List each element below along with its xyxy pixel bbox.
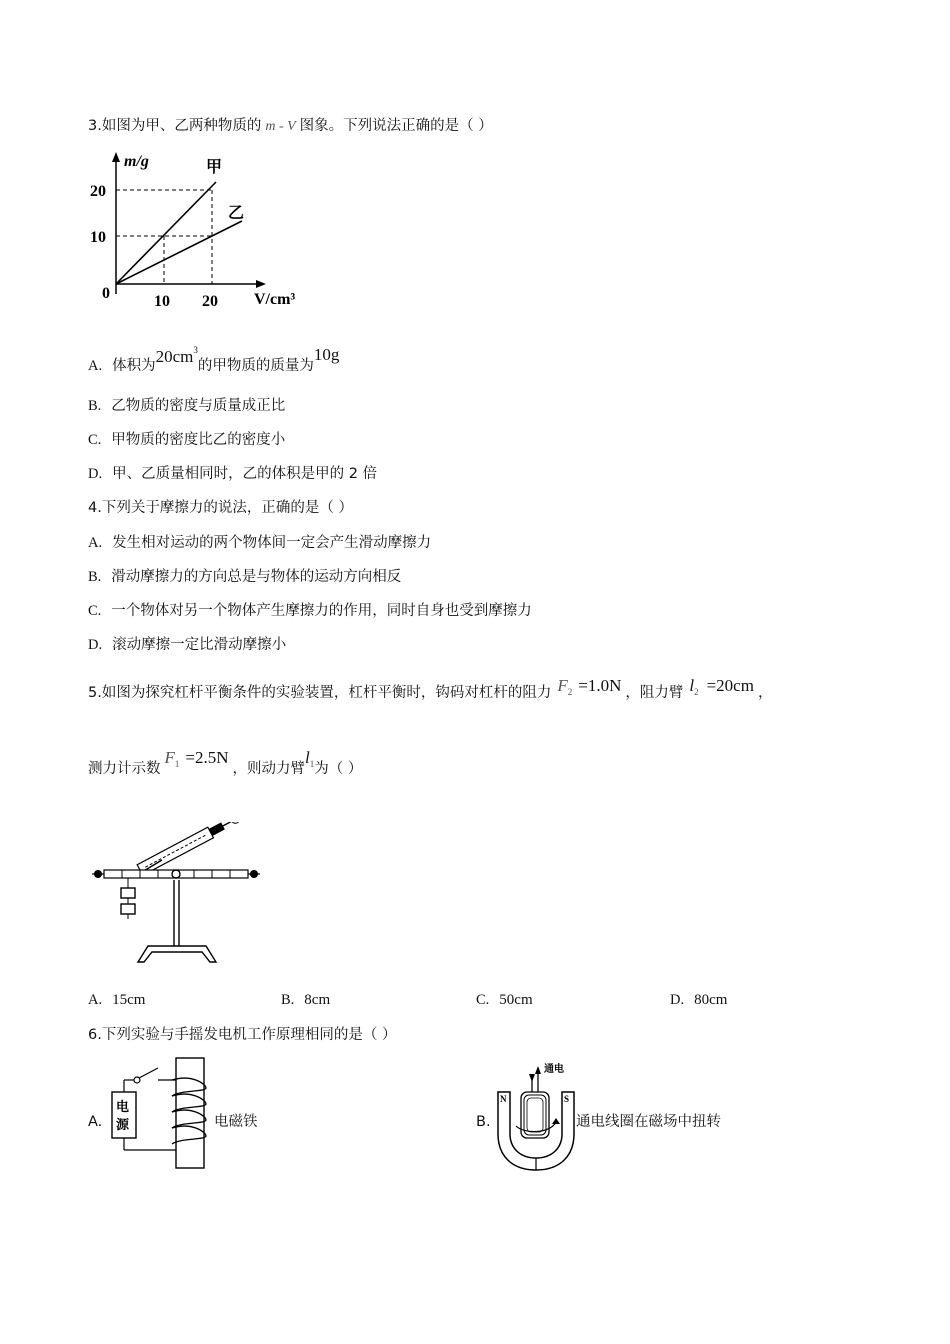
q5-reading-label: 测力计示数 [88,761,161,777]
q3-option-a-mid: 的甲物质的质量为 [197,358,314,374]
q5-f1-subscript: 1 [174,759,180,769]
q5-option-c-letter: C. [476,992,490,1008]
q3-stem-suffix: 图象。下列说法正确的是（ ） [299,118,493,134]
q5-effort-arm-label: ，则动力臂 [232,761,306,777]
q5-stem-line1 [88,676,773,708]
q4-option-c [88,601,532,621]
q5-l2-symbol: l [689,676,695,695]
q3-option-c [88,430,285,450]
q3-xtick-10: 10 [154,293,170,310]
q6-north-pole: N [500,1094,507,1104]
q3-series-yi-label: 乙 [228,203,245,222]
q5-f2-subscript: 2 [567,687,573,697]
q5-option-a-text: 15cm [112,992,146,1008]
q4-option-b-letter: B. [88,569,102,585]
q6-option-b-caption: 通电线圈在磁场中扭转 [576,1114,721,1130]
q5-option-a-letter: A. [88,992,103,1008]
q3-option-a-exponent: 3 [193,345,198,355]
q5-l1-symbol: l [305,748,310,767]
q3-option-b-letter: B. [88,398,102,414]
q5-option-c [476,990,533,1010]
q3-stem [88,116,493,137]
q3-option-b-text: 乙物质的密度与质量成正比 [111,398,286,414]
q5-f1-value: =2.5N [185,748,229,767]
q6-electromagnet-diagram [106,1056,216,1172]
q5-f2-value: =1.0N [578,676,622,695]
q5-stem-line2 [88,748,363,784]
q5-option-b-letter: B. [281,992,295,1008]
q6-option-a-caption: 电磁铁 [214,1114,258,1130]
q5-l1-subscript: 1 [309,759,315,769]
q5-l2-subscript: 2 [694,687,699,697]
q6-south-pole: S [564,1094,570,1104]
q3-stem-math: m - V [265,119,296,134]
q5-option-d-letter: D. [670,992,685,1008]
q6-rotating-coil-diagram [494,1056,580,1174]
q3-option-d [88,464,377,484]
q5-lever-apparatus [88,822,268,972]
q3-option-b [88,396,285,416]
q3-option-c-text: 甲物质的密度比乙的密度小 [111,432,286,448]
q5-resistance-arm-label: ，阻力臂 [625,685,684,701]
q6-option-a-letter: A. [88,1114,103,1130]
q3-option-d-letter: D. [88,466,103,482]
q3-series-jia-label: 甲 [206,157,223,176]
q4-stem: 4.下列关于摩擦力的说法，正确的是（ ） [88,500,353,516]
q5-option-b [281,990,330,1010]
q3-ytick-10: 10 [90,229,106,246]
q6-source-char-2: 源 [116,1118,130,1133]
q3-y-axis-label: m/g [124,153,149,170]
q4-option-b [88,567,401,587]
q4-option-a-letter: A. [88,535,103,551]
q3-mass-volume-chart [88,148,318,313]
q6-option-b-letter: B. [476,1114,491,1130]
q3-series-yi-line [116,221,242,284]
q3-ytick-20: 20 [90,183,106,200]
q3-stem-prefix: 3.如图为甲、乙两种物质的 [88,118,262,134]
q3-option-a-letter: A. [88,358,103,374]
q3-option-a-volume: 20cm [155,347,194,366]
q3-option-a-pre: 体积为 [112,358,156,374]
q5-option-b-text: 8cm [304,992,331,1008]
q4-option-a [88,533,431,553]
q5-stem-end: 为（ ） [314,761,363,777]
q3-x-axis-label: V/cm³ [254,291,296,308]
q5-option-d-text: 80cm [694,992,728,1008]
q5-f2-symbol: F [557,676,568,695]
q4-option-d-letter: D. [88,637,103,653]
q6-stem: 6.下列实验与手摇发电机工作原理相同的是（ ） [88,1027,397,1043]
q4-option-d-text: 滚动摩擦一定比滑动摩擦小 [112,637,287,653]
q3-option-a [88,345,340,376]
q3-option-c-letter: C. [88,432,102,448]
q5-comma: ， [757,685,773,701]
q4-option-b-text: 滑动摩擦力的方向总是与物体的运动方向相反 [111,569,402,585]
q3-origin: 0 [102,285,110,302]
q6-source-char-1: 电 [116,1100,130,1115]
q5-option-a [88,990,145,1010]
q4-option-a-text: 发生相对运动的两个物体间一定会产生滑动摩擦力 [112,535,432,551]
q3-option-d-text: 甲、乙质量相同时，乙的体积是甲的 2 倍 [112,466,378,482]
q4-option-c-text: 一个物体对另一个物体产生摩擦力的作用，同时自身也受到摩擦力 [111,603,532,619]
q5-stem-text: 5.如图为探究杠杆平衡条件的实验装置，杠杆平衡时，钩码对杠杆的阻力 [88,685,552,701]
q4-option-d [88,635,286,655]
q3-option-a-mass: 10g [313,345,340,364]
q5-option-c-text: 50cm [499,992,533,1008]
q4-option-c-letter: C. [88,603,102,619]
q3-xtick-20: 20 [202,293,218,310]
q3-series-jia-line [116,182,216,284]
q6-current-label: 通电 [544,1064,564,1075]
q5-f1-symbol: F [164,748,175,767]
q5-l2-value: =20cm [706,676,754,695]
q5-option-d [670,990,727,1010]
